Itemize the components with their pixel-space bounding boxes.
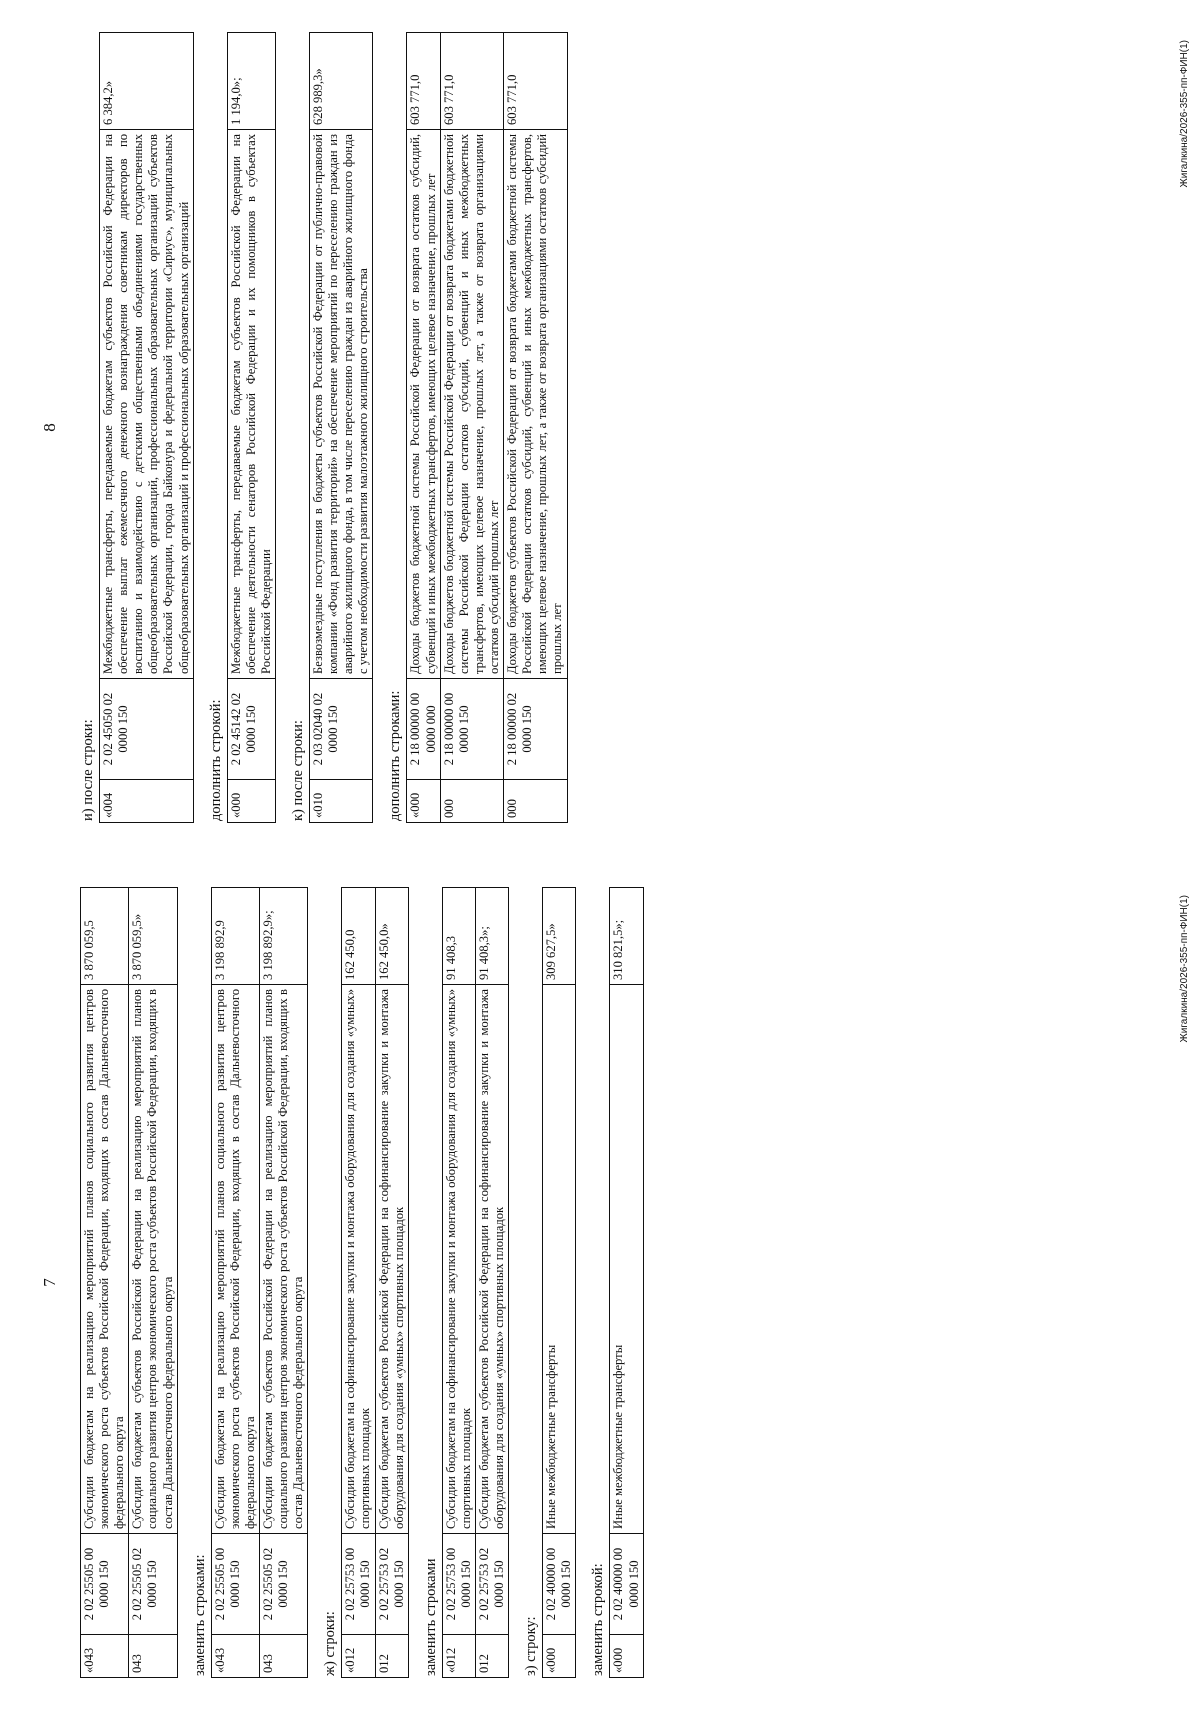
table-row: [543, 888, 576, 1678]
amount-cell: 91 408,3»;: [475, 888, 508, 985]
admin-code-cell: «043: [81, 1635, 129, 1678]
admin-code-cell: «010: [309, 780, 372, 823]
amount-cell: 3 870 059,5»: [129, 888, 177, 985]
admin-code-cell: 043: [129, 1635, 177, 1678]
budget-table: [406, 32, 567, 823]
admin-code-cell: 000: [504, 780, 567, 823]
admin-code-cell: «012: [342, 1635, 375, 1678]
amount-cell: 3 198 892,9»;: [259, 888, 307, 985]
description-cell: Субсидии бюджетам на софинансирование закупки и монтажа оборудования для создания «умных» спортивных площадок: [442, 985, 475, 1534]
budget-code-cell: 2 02 25753 02 0000 150: [375, 1534, 408, 1635]
description-cell: Межбюджетные трансферты, передаваемые бюджетам субъектов Российской Федерации на обеспечение выплат ежемесячного денежного вознаграждения советникам директоров по воспитанию и взаимодействию с детскими общественными объединениями государственных общеобразовательных организаций, профессиональных образовательных организаций субъектов Российской Федерации, города Байконура и федеральной территории «Сириус», муниципальных общеобразовательных организаций и профессиональных образовательных организаций: [100, 130, 194, 679]
amount-cell: 3 198 892,9: [211, 888, 259, 985]
budget-code-cell: 2 02 25505 00 0000 150: [81, 1534, 129, 1635]
admin-code-cell: «000: [407, 780, 440, 823]
budget-code-cell: 2 02 25753 00 0000 150: [442, 1534, 475, 1635]
table-row: [81, 888, 129, 1678]
admin-code-cell: 000: [440, 780, 503, 823]
admin-code-cell: «004: [100, 780, 194, 823]
description-cell: Иные межбюджетные трансферты: [543, 985, 576, 1534]
budget-table: [99, 32, 194, 823]
admin-code-cell: «043: [211, 1635, 259, 1678]
amount-cell: 162 450,0»: [375, 888, 408, 985]
budget-code-cell: 2 02 25505 02 0000 150: [129, 1534, 177, 1635]
admin-code-cell: «000: [543, 1635, 576, 1678]
budget-code-cell: 2 18 00000 02 0000 150: [504, 679, 567, 780]
description-cell: Межбюджетные трансферты, передаваемые бюджетам субъектов Российской Федерации на обеспечение деятельности сенаторов Российской Федерации и их помощников в субъектах Российской Федерации: [227, 130, 275, 679]
description-cell: Субсидии бюджетам субъектов Российской Федерации на реализацию мероприятий планов социального развития центров экономического роста субъектов Российской Федерации, входящих в состав Дальневосточного федерального округа: [129, 985, 177, 1534]
description-cell: Субсидии бюджетам на софинансирование закупки и монтажа оборудования для создания «умных» спортивных площадок: [342, 985, 375, 1534]
table-row: [440, 33, 503, 823]
amount-cell: 628 989,3»: [309, 33, 372, 130]
amount-cell: 310 821,5»;: [610, 888, 643, 985]
section-caption: заменить строкой:: [590, 1563, 607, 1676]
section-caption: ж) строки:: [322, 1611, 339, 1676]
amount-cell: 91 408,3: [442, 888, 475, 985]
description-cell: Безвозмездные поступления в бюджеты субъектов Российской Федерации от публично-правовой компании «Фонд развития территорий» на обеспечение мероприятий по переселению граждан из аварийного жилищного фонда, в том числе переселению граждан из аварийного жилищного фонда с учетом необходимости развития малоэтажного жилищного строительства: [309, 130, 372, 679]
budget-table: [309, 32, 373, 823]
amount-cell: 603 771,0: [407, 33, 440, 130]
budget-table: [609, 887, 643, 1678]
section-caption: и) после строки:: [80, 719, 96, 821]
budget-code-cell: 2 18 00000 00 0000 000: [407, 679, 440, 780]
page-7: [0, 855, 1200, 1710]
budget-code-cell: 2 02 25505 02 0000 150: [259, 1534, 307, 1635]
budget-code-cell: 2 02 40000 00 0000 150: [610, 1534, 643, 1635]
table-row: [309, 33, 372, 823]
budget-code-cell: 2 02 45142 02 0000 150: [227, 679, 275, 780]
section-caption: дополнить строками:: [387, 690, 404, 821]
footer-code: Жигалкина/2026-355-пп-ФИН(1): [1179, 895, 1190, 1043]
amount-cell: 3 870 059,5: [81, 888, 129, 985]
section-caption: к) после строки:: [289, 720, 306, 821]
admin-code-cell: «012: [442, 1635, 475, 1678]
budget-table: [542, 887, 576, 1678]
table-row: [227, 33, 275, 823]
table-row: [129, 888, 177, 1678]
amount-cell: 1 194,0»;: [227, 33, 275, 130]
budget-code-cell: 2 18 00000 00 0000 150: [440, 679, 503, 780]
amount-cell: 603 771,0: [440, 33, 503, 130]
amount-cell: 603 771,0: [504, 33, 567, 130]
description-cell: Доходы бюджетов бюджетной системы Российской Федерации от возврата бюджетами бюджетной системы Российской Федерации остатков субсидий, субвенций и иных межбюджетных трансфертов, имеющих целевое назначение, прошлых лет, а также от возврата организациями остатков субсидий прошлых лет: [440, 130, 503, 679]
description-cell: Субсидии бюджетам субъектов Российской Федерации на реализацию мероприятий планов социального развития центров экономического роста субъектов Российской Федерации, входящих в состав Дальневосточного федерального округа: [259, 985, 307, 1534]
amount-cell: 309 627,5»: [543, 888, 576, 985]
description-cell: Субсидии бюджетам субъектов Российской Федерации на софинансирование закупки и монтажа оборудования для создания «умных» спортивных площадок: [375, 985, 408, 1534]
admin-code-cell: 012: [475, 1635, 508, 1678]
description-cell: Субсидии бюджетам на реализацию мероприятий планов социального развития центров экономического роста субъектов Российской Федерации, входящих в состав Дальневосточного федерального округа: [211, 985, 259, 1534]
section-caption: з) строку:: [523, 1616, 540, 1676]
table-row: [375, 888, 408, 1678]
admin-code-cell: «000: [227, 780, 275, 823]
budget-table: [227, 32, 276, 823]
admin-code-cell: «000: [610, 1635, 643, 1678]
description-cell: Субсидии бюджетам субъектов Российской Федерации на софинансирование закупки и монтажа оборудования для создания «умных» спортивных площадок: [475, 985, 508, 1534]
table-row: [610, 888, 643, 1678]
budget-code-cell: 2 02 40000 00 0000 150: [543, 1534, 576, 1635]
table-row: [442, 888, 475, 1678]
page-number: 8: [40, 423, 59, 432]
budget-table: [80, 887, 178, 1678]
table-row: [211, 888, 259, 1678]
budget-code-cell: 2 02 25753 00 0000 150: [342, 1534, 375, 1635]
description-cell: Доходы бюджетов бюджетной системы Российской Федерации от возврата остатков субсидий, субвенций и иных межбюджетных трансфертов, имеющих целевое назначение, прошлых лет: [407, 130, 440, 679]
page-content: [80, 887, 644, 1678]
admin-code-cell: 012: [375, 1635, 408, 1678]
description-cell: Доходы бюджетов субъектов Российской Федерации от возврата бюджетами бюджетной системы Российской Федерации остатков субсидий, субвенций и иных межбюджетных трансфертов, имеющих целевое назначение, прошлых лет, а также от возврата организациями остатков субсидий прошлых лет: [504, 130, 567, 679]
table-row: [100, 33, 194, 823]
table-row: [504, 33, 567, 823]
section-caption: дополнить строкой:: [207, 699, 224, 821]
amount-cell: 162 450,0: [342, 888, 375, 985]
budget-code-cell: 2 03 02040 02 0000 150: [309, 679, 372, 780]
amount-cell: 6 384,2»: [100, 33, 194, 130]
budget-table: [341, 887, 408, 1678]
budget-code-cell: 2 02 45050 02 0000 150: [100, 679, 194, 780]
page-content: [80, 32, 568, 823]
description-cell: Иные межбюджетные трансферты: [610, 985, 643, 1534]
budget-table: [211, 887, 309, 1678]
budget-table: [442, 887, 509, 1678]
description-cell: Субсидии бюджетам на реализацию мероприятий планов социального развития центров экономического роста субъектов Российской Федерации, входящих в состав Дальневосточного федерального округа: [81, 985, 129, 1534]
table-row: [259, 888, 307, 1678]
budget-code-cell: 2 02 25505 00 0000 150: [211, 1534, 259, 1635]
footer-code: Жигалкина/2026-355-пп-ФИН(1): [1179, 40, 1190, 188]
admin-code-cell: 043: [259, 1635, 307, 1678]
page-number: 7: [40, 1278, 59, 1287]
table-row: [342, 888, 375, 1678]
section-caption: заменить строками:: [191, 1554, 208, 1676]
table-row: [407, 33, 440, 823]
budget-code-cell: 2 02 25753 02 0000 150: [475, 1534, 508, 1635]
table-row: [475, 888, 508, 1678]
section-caption: заменить строками: [422, 1558, 439, 1676]
